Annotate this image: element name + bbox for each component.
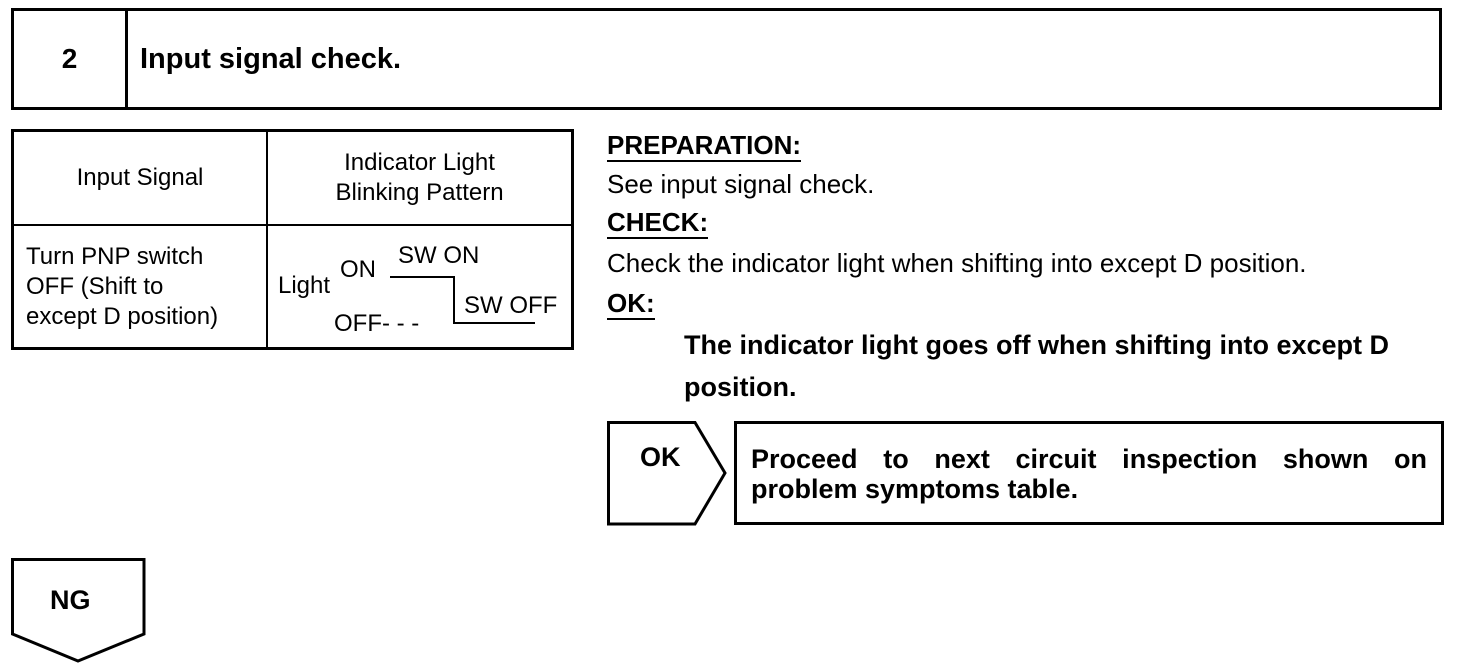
diagram-sw-off-label: SW OFF xyxy=(464,292,558,319)
ng-branch-label: NG xyxy=(50,585,91,615)
input-signal-line-3: except D position) xyxy=(26,302,219,330)
blinking-pattern-cell xyxy=(267,225,573,349)
input-signal-table xyxy=(11,129,574,350)
diagram-light-label: Light xyxy=(278,272,331,299)
column-header-line-1: Indicator Light xyxy=(344,149,495,176)
check-heading: CHECK: xyxy=(607,207,709,237)
preparation-heading: PREPARATION: xyxy=(607,130,802,160)
step-number: 2 xyxy=(14,11,128,107)
column-header-line-2: Blinking Pattern xyxy=(335,179,504,206)
diagram-on-label: ON xyxy=(340,256,376,283)
ok-branch-box xyxy=(734,421,1444,525)
preparation-text: See input signal check. xyxy=(607,169,875,199)
blinking-pattern-diagram xyxy=(268,226,571,347)
column-header-blinking-pattern xyxy=(267,131,573,226)
ok-heading: OK: xyxy=(607,288,655,318)
ok-branch-label: OK xyxy=(640,442,681,472)
input-signal-cell xyxy=(13,225,268,349)
column-header-input-signal: Input Signal xyxy=(13,131,268,226)
diagram-sw-on-label: SW ON xyxy=(398,242,480,269)
diagram-off-level-line xyxy=(453,322,535,324)
input-signal-line-1: Turn PNP switch xyxy=(26,242,204,270)
check-text: Check the indicator light when shifting into except D position. xyxy=(607,248,1307,278)
step-header xyxy=(11,8,1442,110)
diagram-off-label: OFF- - - xyxy=(334,310,420,337)
ok-arrow-icon xyxy=(607,421,729,527)
ok-criteria-text: The indicator light goes off when shifting into except D position. xyxy=(684,330,1390,402)
diagram-on-level-line xyxy=(390,276,454,278)
step-title: Input signal check. xyxy=(140,42,402,75)
ok-branch-text: Proceed to next circuit inspection shown on problem symptoms table. xyxy=(751,444,1427,504)
input-signal-line-2: OFF (Shift to xyxy=(26,272,164,300)
diagram-transition-line xyxy=(453,276,455,324)
